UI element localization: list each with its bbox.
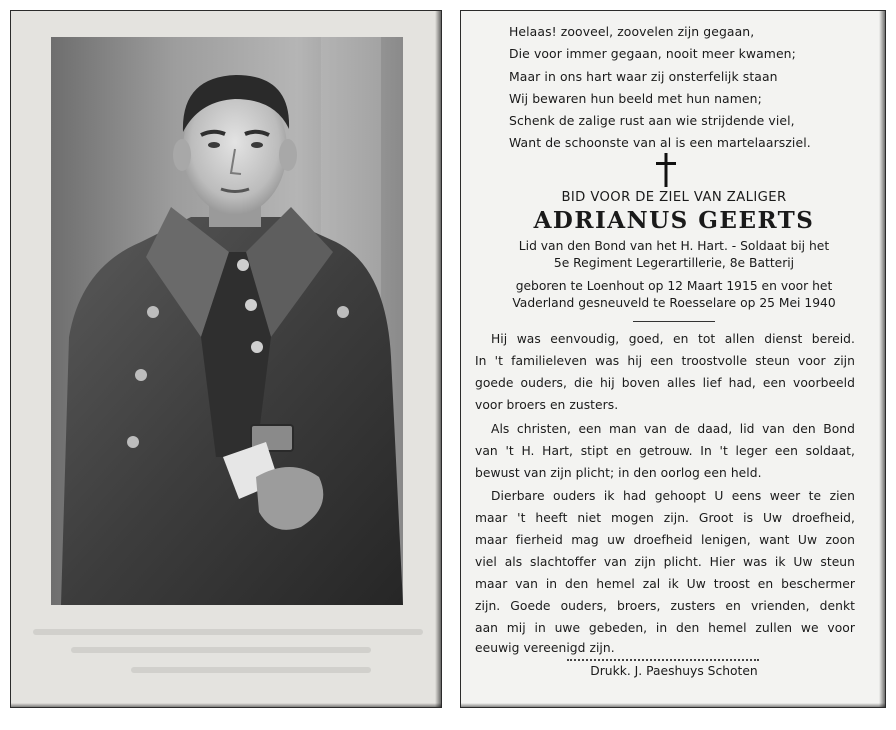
birth-death-line: geboren te Loenhout op 12 Maart 1915 en voor het	[515, 279, 833, 293]
body-text-line: goede ouders, die hij boven alles lief had, een voorbeeld	[475, 376, 855, 390]
poem-line: Wij bewaren hun beeld met hun namen;	[509, 90, 762, 106]
poem-line: Schenk de zalige rust aan wie strijdende viel,	[509, 113, 795, 129]
printer-credit: Drukk. J. Paeshuys Schoten	[590, 664, 758, 678]
dotted-divider	[567, 659, 759, 661]
poem-line: Maar in ons hart waar zij onsterfelijk staan	[509, 68, 778, 84]
body-text-line: maar 't heeft niet mogen zijn. Groot is Uw droefheid,	[475, 511, 855, 525]
membership-line: Lid van den Bond van het H. Hart. - Soldaat bij het	[518, 239, 830, 253]
body-text-line: maar van in den hemel zal ik Uw troost en beschermer	[475, 577, 855, 591]
body-text-line: van 't H. Hart, stipt en getrouw. In 't leger een soldaat,	[475, 444, 855, 458]
memorial-card-back	[460, 10, 886, 708]
body-text-line: Hij was eenvoudig, goed, en tot allen dienst bereid.	[491, 332, 855, 346]
poem-line: Helaas! zooveel, zoovelen zijn gegaan,	[509, 24, 755, 39]
card-edge-shadow	[435, 11, 441, 707]
deceased-name: ADRIANUS GEERTS	[533, 207, 815, 234]
soldier-portrait-photo	[51, 37, 403, 605]
card-edge-shadow	[11, 703, 441, 707]
body-text-line: eeuwig vereenigd zijn.	[475, 641, 615, 655]
poem-line: Want de schoonste van al is een martelaarsziel.	[509, 135, 811, 151]
prayer-heading: BID VOOR DE ZIEL VAN ZALIGER	[561, 190, 787, 205]
portrait-image	[51, 37, 403, 605]
body-text-line: aan mij in uwe gebeden, in den hemel zullen we voor	[475, 621, 855, 635]
body-text-line: voor broers en zusters.	[475, 398, 619, 412]
body-text-line: zijn. Goede ouders, broers, zusters en vrienden, denkt	[475, 599, 855, 613]
memorial-card-front	[10, 10, 442, 708]
body-text-line: In 't familieleven was hij een troostvolle steun voor zijn	[475, 354, 855, 368]
card-edge-shadow	[461, 703, 885, 707]
body-text-line: bewust van zijn plicht; in den oorlog een held.	[475, 466, 762, 480]
birth-death-line: Vaderland gesneuveld te Roesselare op 25 Mei 1940	[512, 296, 836, 310]
membership-line: 5e Regiment Legerartillerie, 8e Batterij	[553, 256, 795, 270]
cross-icon	[655, 153, 677, 187]
poem-line: Die voor immer gegaan, nooit meer kwamen;	[509, 46, 796, 62]
body-text-line: viel als slachtoffer van zijn plicht. Hier was ik Uw steun	[475, 555, 855, 569]
bleed-through-mark	[131, 667, 371, 673]
bleed-through-mark	[71, 647, 371, 653]
body-text-line: Dierbare ouders ik had gehoopt U eens weer te zien	[491, 489, 855, 503]
body-text-line: Als christen, een man van de daad, lid van den Bond	[491, 422, 855, 436]
card-edge-shadow	[879, 11, 885, 707]
body-text-line: maar fierheid mag uw droefheid lenigen, want Uw zoon	[475, 533, 855, 547]
section-divider	[633, 321, 715, 322]
bleed-through-mark	[33, 629, 423, 635]
memorial-poem	[509, 21, 869, 155]
